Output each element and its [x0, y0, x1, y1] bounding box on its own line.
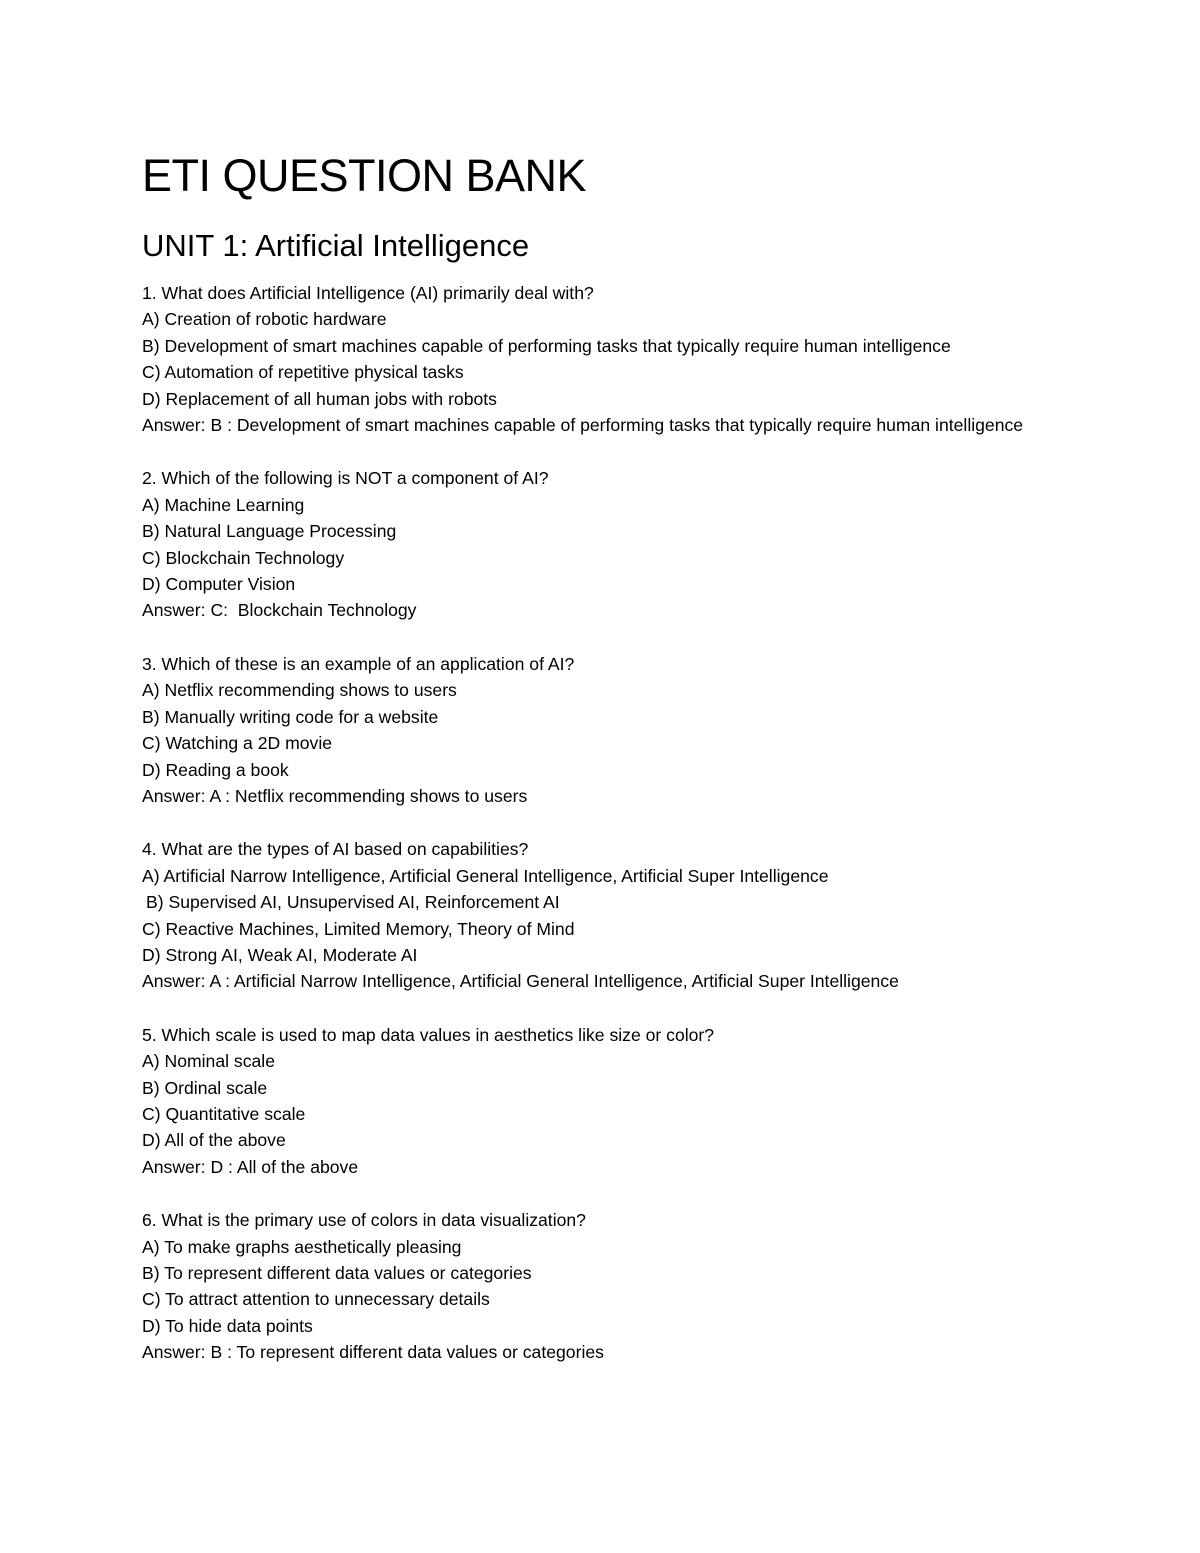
- answer-text: Answer: A : Artificial Narrow Intelligence, Artificial General Intelligence, Artificial Super Intelligence: [142, 971, 899, 992]
- option-d: D) Reading a book: [142, 759, 289, 780]
- option-b: B) Manually writing code for a website: [142, 706, 439, 727]
- question-text: 4. What are the types of AI based on capabilities?: [142, 839, 529, 860]
- option-c: C) Watching a 2D movie: [142, 733, 333, 754]
- document-page: [142, 148, 1102, 1393]
- option-c: C) Automation of repetitive physical tasks: [142, 362, 464, 383]
- answer-text: Answer: D : All of the above: [142, 1156, 359, 1177]
- answer-text: Answer: B : Development of smart machines capable of performing tasks that typically require human intelligence: [142, 415, 1024, 436]
- answer-text: Answer: A : Netflix recommending shows to users: [142, 785, 528, 806]
- option-b: B) Ordinal scale: [142, 1077, 268, 1098]
- question-block: [142, 280, 1102, 438]
- question-block: [142, 651, 1102, 809]
- question-list: [142, 280, 1102, 1366]
- option-a: A) Nominal scale: [142, 1051, 275, 1072]
- document-title: ETI QUESTION BANK: [142, 150, 587, 201]
- option-a: A) Artificial Narrow Intelligence, Artificial General Intelligence, Artificial Super Intelligence: [142, 865, 829, 886]
- option-a: A) Creation of robotic hardware: [142, 309, 387, 330]
- question-block: [142, 836, 1102, 994]
- answer-text: Answer: C: Blockchain Technology: [142, 600, 417, 621]
- option-b: B) To represent different data values or categories: [142, 1263, 532, 1283]
- answer-text: Answer: B : To represent different data values or categories: [142, 1342, 604, 1363]
- question-text: 6. What is the primary use of colors in data visualization?: [142, 1210, 586, 1231]
- question-text: 5. Which scale is used to map data values in aesthetics like size or color?: [142, 1024, 715, 1045]
- question-block: [142, 1207, 1102, 1365]
- option-a: A) Netflix recommending shows to users: [142, 680, 457, 701]
- question-text: 1. What does Artificial Intelligence (AI) primarily deal with?: [142, 283, 594, 303]
- option-d: D) To hide data points: [142, 1315, 313, 1336]
- question-text: 2. Which of the following is NOT a component of AI?: [142, 468, 549, 489]
- question-text: 3. Which of these is an example of an application of AI?: [142, 653, 575, 674]
- option-c: C) Quantitative scale: [142, 1103, 306, 1124]
- option-d: D) Computer Vision: [142, 574, 296, 595]
- option-b: B) Natural Language Processing: [142, 521, 397, 542]
- option-d: D) All of the above: [142, 1130, 286, 1151]
- option-b: B) Supervised AI, Unsupervised AI, Reinforcement AI: [146, 892, 560, 913]
- option-c: C) Blockchain Technology: [142, 547, 345, 568]
- question-block: [142, 1022, 1102, 1180]
- option-c: C) To attract attention to unnecessary details: [142, 1289, 490, 1310]
- option-c: C) Reactive Machines, Limited Memory, Theory of Mind: [142, 918, 575, 939]
- unit-title: UNIT 1: Artificial Intelligence: [142, 228, 530, 263]
- option-d: D) Strong AI, Weak AI, Moderate AI: [142, 944, 418, 965]
- option-b: B) Development of smart machines capable of performing tasks that typically require human intelligence: [142, 335, 951, 356]
- option-a: A) To make graphs aesthetically pleasing: [142, 1236, 462, 1257]
- question-block: [142, 465, 1102, 623]
- option-a: A) Machine Learning: [142, 494, 305, 515]
- option-d: D) Replacement of all human jobs with robots: [142, 388, 497, 409]
